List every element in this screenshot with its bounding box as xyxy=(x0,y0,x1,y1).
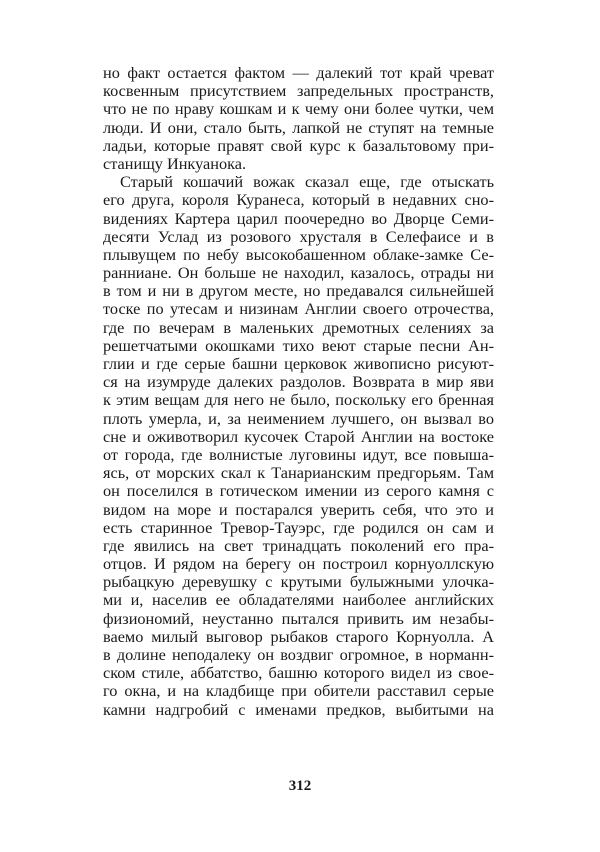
body-text xyxy=(103,64,494,719)
text-line: косвенным присутствием запредельных пространств, xyxy=(103,81,494,101)
text-line: станищу Инкуанока. xyxy=(103,153,247,173)
text-line: ском стиле, аббатство, башню которого видел из свое- xyxy=(103,663,494,683)
text-line: тоске по утесам и низинам Англии своего отрочества, xyxy=(103,299,494,319)
text-line: к этим вещам для него не было, поскольку его бренная xyxy=(103,390,494,410)
text-line: ваемо милый выговор рыбаков старого Корнуолла. А xyxy=(103,626,494,646)
text-line: физиономий, неустанно пытался привить им незабы- xyxy=(103,608,494,628)
text-line: отцов. И рядом на берегу он построил корнуоллскую xyxy=(103,554,494,574)
text-line: люди. И они, стало быть, лапкой не ступят на темные xyxy=(103,117,494,137)
text-line: его друга, короля Куранеса, который в недавних сно- xyxy=(103,190,494,210)
text-line: решетчатыми окошками тихо веют старые песни Ан- xyxy=(103,335,494,355)
text-line: ми и, населив ее обладателями наиболее английских xyxy=(103,590,494,610)
text-line: от города, где волнистые луговины идут, все повыша- xyxy=(103,444,494,464)
text-line: ся на изумруде далеких раздолов. Возврата в мир яви xyxy=(103,372,494,392)
text-line: плывущем по небу высокобашенном облаке-замке Се- xyxy=(103,244,494,264)
text-line: где по вечерам в маленьких дремотных селениях за xyxy=(103,317,494,337)
text-line: го окна, и на кладбище при обители расставил серые xyxy=(103,681,494,701)
text-line: видом на море и постарался уверить себя, что это и xyxy=(103,499,494,519)
text-line: но факт остается фактом — далекий тот край чреват xyxy=(103,63,494,82)
text-line: камни надгробий с именами предков, выбитыми на xyxy=(103,699,494,719)
text-line: в том и ни в другом месте, но предавался сильнейшей xyxy=(103,281,494,301)
text-line: ясь, от морских скал к Танарианским предгорьям. Там xyxy=(103,463,494,483)
text-line: он поселился в готическом имении из серого камня с xyxy=(103,481,494,501)
text-line: ладьи, которые правят свой курс к базальтовому при- xyxy=(103,135,494,155)
text-line: рыбацкую деревушку с крутыми булыжными улочка- xyxy=(103,572,494,592)
text-line: плоть умерла, и, за неимением лучшего, он вызвал во xyxy=(103,408,494,428)
text-line: видениях Картера царил поочередно во Дворце Семи- xyxy=(103,208,494,228)
text-line: сне и оживотворил кусочек Старой Англии на востоке xyxy=(103,426,494,446)
text-line: что не по нраву кошкам и к чему они более чутки, чем xyxy=(103,99,494,119)
text-line: десяти Услад из розового хрусталя в Селефаисе и в xyxy=(103,226,494,246)
text-line: Старый кошачий вожак сказал еще, где отыскать xyxy=(120,172,494,192)
text-line: глии и где серые башни церковок живописно рисуют- xyxy=(103,354,494,373)
page-number: 312 xyxy=(288,778,312,794)
text-line: есть старинное Тревор-Тауэрс, где родился он сам и xyxy=(103,517,494,537)
text-line: в долине неподалеку он воздвиг огромное, в норманн- xyxy=(103,645,494,664)
text-line: где явились на свет тринадцать поколений его пра- xyxy=(103,535,494,555)
text-line: ранниане. Он больше не находил, казалось, отрады ни xyxy=(103,263,494,283)
